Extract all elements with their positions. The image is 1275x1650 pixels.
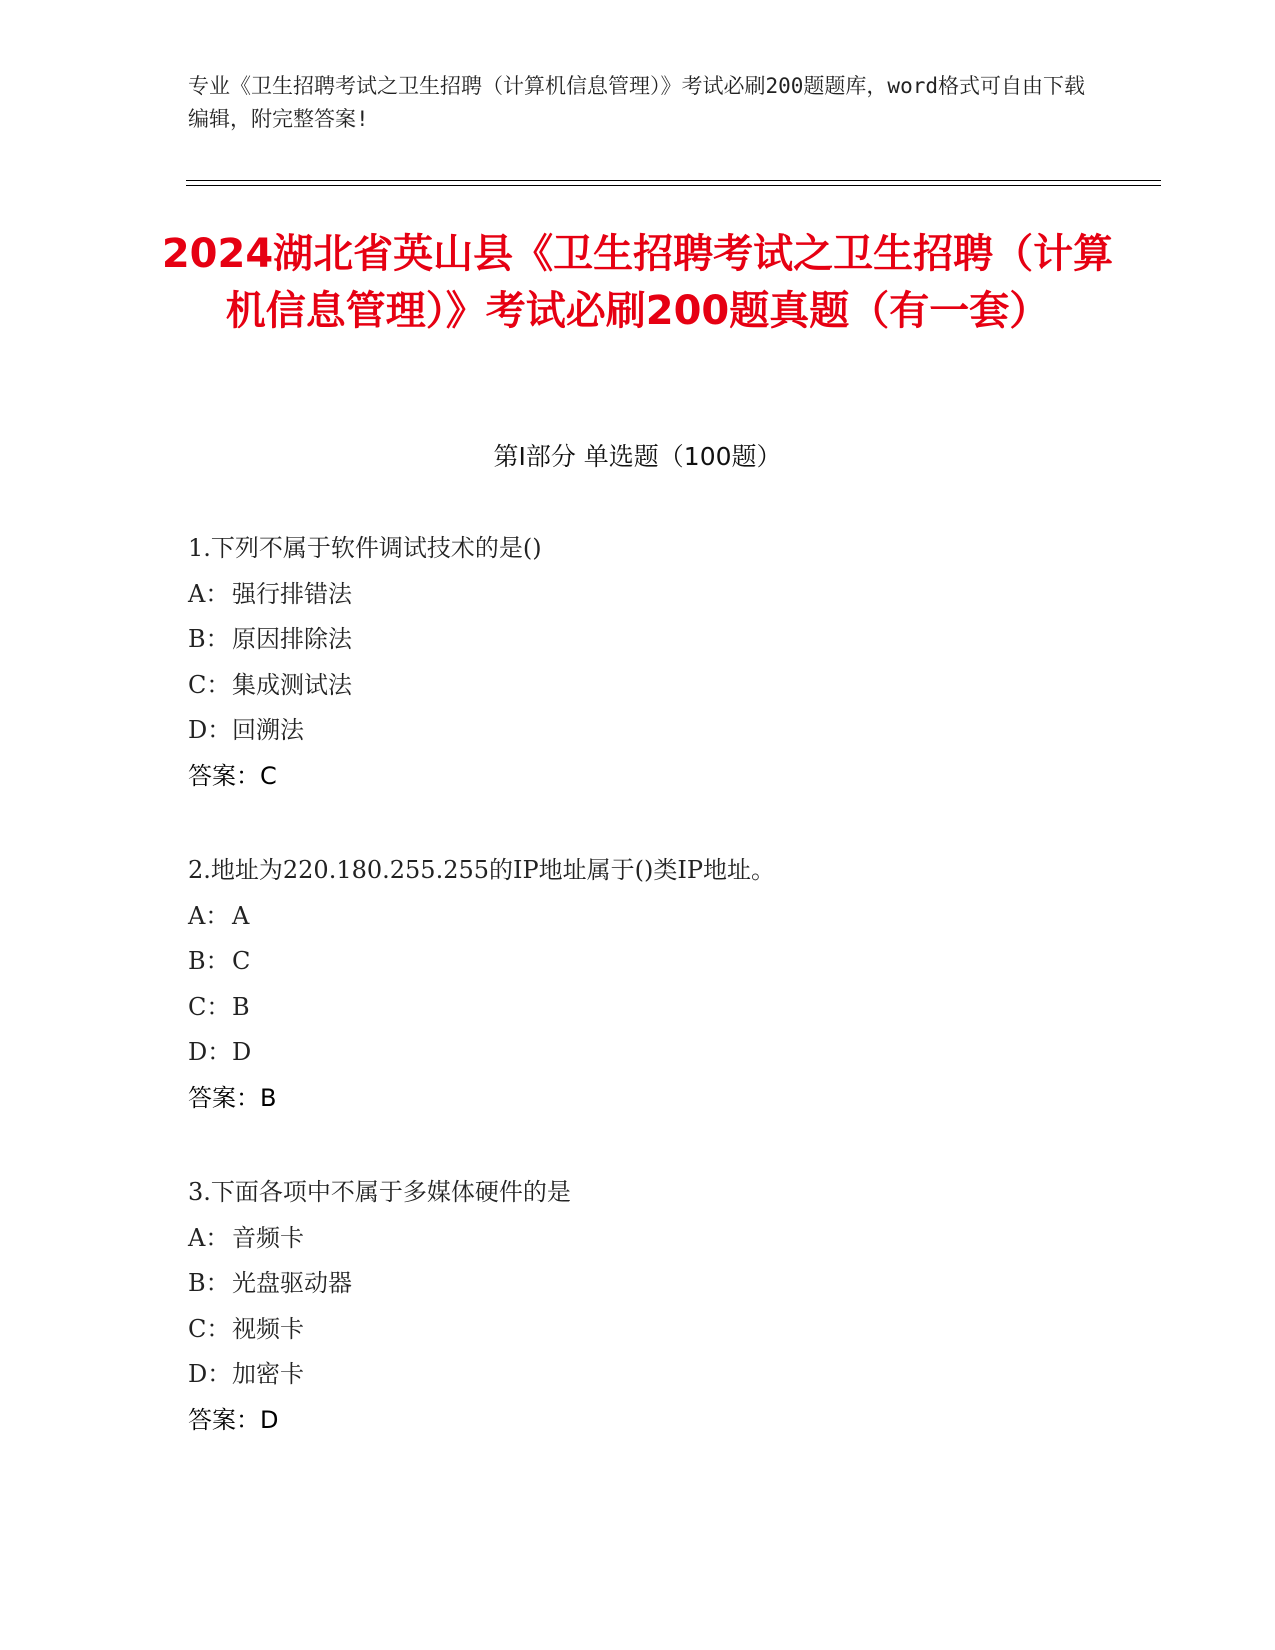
option-a	[188, 572, 542, 618]
option-key: B：	[188, 947, 230, 975]
option-c	[188, 1307, 571, 1353]
option-a	[188, 894, 775, 940]
question-stem: 3.下面各项中不属于多媒体硬件的是	[188, 1178, 571, 1206]
option-text: 视频卡	[232, 1314, 304, 1343]
option-key: C：	[188, 670, 231, 699]
option-c	[188, 663, 542, 709]
option-key: C：	[188, 992, 231, 1021]
header-divider-top	[186, 180, 1161, 181]
option-key: D：	[188, 716, 232, 744]
option-text: 加密卡	[232, 1360, 304, 1388]
option-text: 原因排除法	[232, 625, 352, 653]
option-text: 光盘驱动器	[232, 1269, 352, 1297]
option-text: A	[232, 901, 250, 930]
question-block	[188, 1170, 571, 1443]
answer-line: 答案：C	[188, 761, 277, 790]
option-key: D：	[188, 1360, 232, 1388]
question-stem: 2.地址为220.180.255.255的IP地址属于()类IP地址。	[188, 856, 776, 884]
option-key: C：	[188, 1314, 231, 1343]
question-stem: 1.下列不属于软件调试技术的是()	[188, 534, 542, 562]
answer-line: 答案：B	[188, 1083, 277, 1112]
option-key: D：	[188, 1038, 232, 1066]
option-d	[188, 1352, 571, 1398]
header-note: 专业《卫生招聘考试之卫生招聘（计算机信息管理）》考试必刷200题题库，word格式可自由下载编辑，附完整答案!	[188, 74, 1085, 131]
option-d	[188, 708, 542, 754]
question-block	[188, 526, 542, 799]
document-title: 2024湖北省英山县《卫生招聘考试之卫生招聘（计算机信息管理）》考试必刷200题真题（有一套）	[161, 231, 1114, 334]
option-key: A：	[188, 579, 230, 608]
question-block	[188, 848, 775, 1121]
option-key: A：	[188, 901, 230, 930]
option-text: 集成测试法	[232, 670, 352, 699]
section-heading: 第Ⅰ部分 单选题（100题）	[493, 442, 782, 471]
option-b	[188, 939, 775, 985]
option-text: 回溯法	[232, 716, 304, 744]
option-text: D	[232, 1038, 252, 1066]
header-divider-bottom	[186, 185, 1161, 186]
option-c	[188, 985, 775, 1031]
option-text: C	[232, 947, 251, 975]
option-d	[188, 1030, 775, 1076]
option-key: B：	[188, 1269, 230, 1297]
answer-line: 答案：D	[188, 1405, 279, 1434]
option-text: B	[232, 992, 250, 1021]
option-a	[188, 1216, 571, 1262]
option-key: B：	[188, 625, 230, 653]
option-text: 强行排错法	[232, 579, 352, 608]
option-key: A：	[188, 1223, 230, 1252]
option-b	[188, 1261, 571, 1307]
option-b	[188, 617, 542, 663]
option-text: 音频卡	[232, 1223, 304, 1252]
